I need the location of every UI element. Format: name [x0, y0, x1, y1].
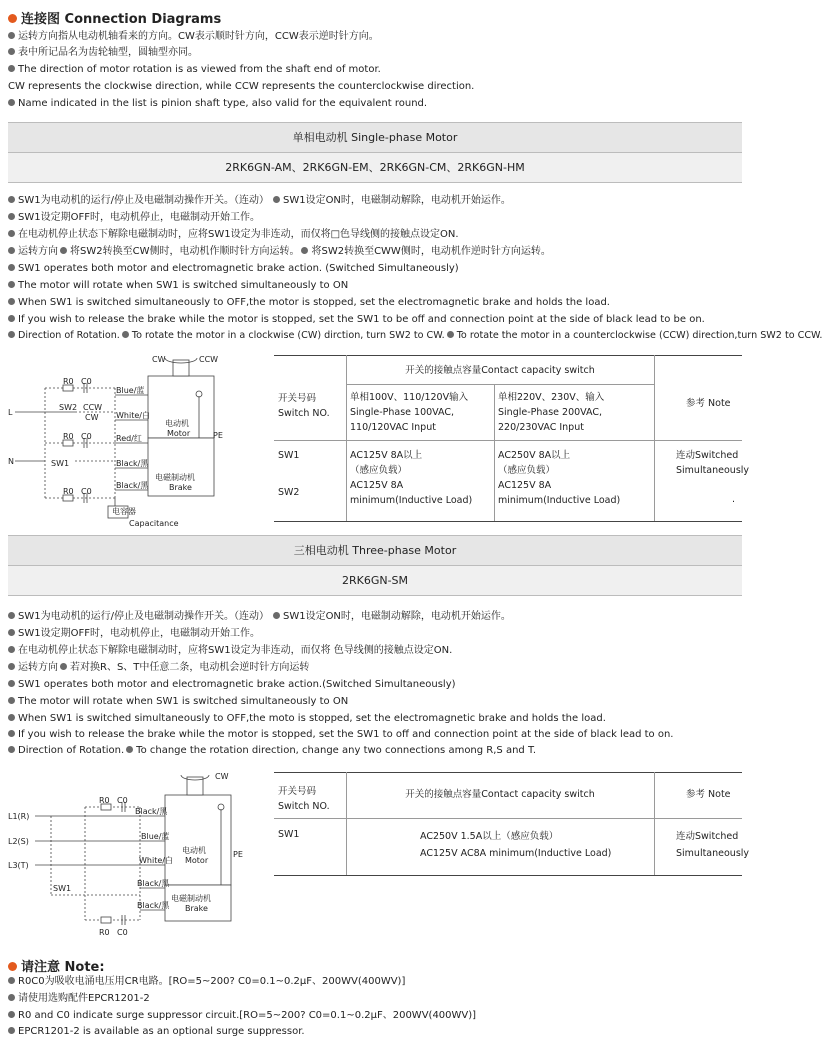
sw2-ccw-label: CCW — [83, 403, 103, 412]
tp-note: SW1设定期OFF时，电动机停止，电磁制动开始工作。 — [8, 626, 260, 641]
note-line: EPCR1201-2 is available as an optional surge suppressor. — [8, 1024, 305, 1039]
table-header-note: 参考 Note — [686, 789, 731, 800]
black-lead-label: Black/黑 — [137, 879, 170, 888]
tp-note: SW1 operates both motor and electromagnetic brake action.(Switched Simultaneously) — [8, 677, 456, 692]
intro-note: The direction of motor rotation is as viewed from the shaft end of motor. — [8, 62, 381, 77]
bullet-icon — [8, 65, 15, 72]
table-cell-sw1: SW1 — [278, 829, 300, 840]
motor-en-label: Motor — [185, 856, 209, 865]
bullet-icon — [8, 48, 15, 55]
bullet-icon — [8, 697, 15, 704]
intro-note: Name indicated in the list is pinion shaft type, also valid for the equivalent round. — [8, 96, 427, 111]
l1-label: L1(R) — [8, 812, 30, 821]
tp-note: If you wish to release the brake while the motor is stopped, set the SW1 to off and connection point at the side of black lead to on. — [8, 727, 673, 742]
brake-cn-label: 电磁制动机 — [171, 894, 211, 903]
tp-note: When SW1 is switched simultaneously to OFF,the moto is stopped, set the electromagnetic brake and holds the load. — [8, 711, 606, 726]
l-label: L — [8, 408, 13, 417]
cw-label: CW — [152, 355, 166, 364]
bullet-icon — [8, 196, 15, 203]
table-header-contact: 开关的接触点容量Contact capacity switch — [405, 365, 595, 376]
page-title: 连接图 Connection Diagrams — [8, 8, 221, 27]
tp-note: The motor will rotate when SW1 is switched simultaneously to ON — [8, 694, 348, 709]
single-phase-models-band — [8, 152, 742, 183]
blue-lead-label: Blue/蓝 — [141, 832, 170, 841]
table-rule — [274, 521, 742, 522]
bullet-icon — [8, 680, 15, 687]
table-cell-200v-value: AC250V 8A以上 （感应负载） AC125V 8A minimum(Inductive Load) — [498, 450, 621, 506]
bullet-icon — [8, 977, 15, 984]
bullet-icon — [126, 746, 133, 753]
blue-lead-label: Blue/蓝 — [116, 386, 145, 395]
tp-note: 在电动机停止状态下解除电磁制动时，应将SW1设定为非连动，而仅将 色导线侧的接触点设定ON. — [8, 643, 452, 658]
note-line: 请使用选购配件EPCR1201-2 — [8, 991, 150, 1006]
sp-note: 运转方向 将SW2转换至CW侧时，电动机作顺时针方向运转。 将SW2转换至CWW侧时，电动机作逆时针方向运转。 — [8, 244, 551, 259]
sw2-label: SW2 — [59, 403, 78, 412]
white-lead-label: White/白 — [139, 856, 173, 865]
pe-label: PE — [213, 431, 223, 440]
l2-label: L2(S) — [8, 837, 29, 846]
table-header-contact: 开关的接触点容量Contact capacity switch — [405, 789, 595, 800]
bullet-icon — [8, 629, 15, 636]
single-phase-title-band — [8, 122, 742, 154]
three-phase-wiring-diagram — [5, 765, 260, 937]
note-line: R0 and C0 indicate surge suppressor circuit.[RO=5~200? C0=0.1~0.2μF、200WV(400WV)] — [8, 1008, 476, 1023]
table-header-100v: 单相100V、110/120V输入 Single-Phase 100VAC, 110/120VAC Input — [350, 392, 469, 433]
capacitor-en-label: Capacitance — [129, 519, 179, 528]
table-cell-note: 连动Switched Simultaneously — [676, 450, 750, 476]
bullet-icon — [273, 612, 280, 619]
ccw-label: CCW — [199, 355, 219, 364]
intro-note: CW represents the clockwise direction, while CCW represents the counterclockwise direction. — [8, 81, 475, 92]
table-rule — [274, 875, 742, 876]
table-rule — [274, 440, 742, 441]
l3-label: L3(T) — [8, 861, 29, 870]
brake-en-label: Brake — [185, 904, 208, 913]
bullet-icon — [273, 196, 280, 203]
table-cell-sw2: SW2 — [278, 487, 300, 498]
bullet-icon — [8, 264, 15, 271]
table-rule — [274, 772, 742, 773]
three-phase-title: 三相电动机 Three-phase Motor — [293, 544, 457, 557]
bullet-icon — [8, 230, 15, 237]
table-header-switch: 开关号码 Switch NO. — [278, 393, 330, 419]
r0-label: R0 — [99, 796, 110, 805]
bullet-icon — [8, 612, 15, 619]
intro-note: 运转方向指从电动机轴看来的方向。CW表示顺时针方向，CCW表示逆时针方向。 — [8, 29, 379, 44]
table-rule — [654, 772, 655, 875]
c0-label: C0 — [117, 796, 128, 805]
table-cell-value: AC250V 1.5A以上（感应负载） AC125V AC8A minimum(Inductive Load) — [420, 831, 612, 859]
table-rule — [654, 355, 655, 521]
c0-label: C0 — [81, 432, 92, 441]
note-title: 请注意 Note: — [8, 956, 105, 975]
sp-note: If you wish to release the brake while the motor is stopped, set the SW1 to be off and connection point at the side of black lead to be on. — [8, 312, 705, 327]
sp-note: Direction of Rotation. To rotate the motor in a clockwise (CW) dirction, turn SW2 to CW. To rotate the motor in a counterclockwise (CCW) direction,turn SW2 to CCW. — [8, 328, 822, 343]
sp-note: 在电动机停止状态下解除电磁制动时，应将SW1设定为非连动，而仅将□色导线侧的接触点设定ON. — [8, 227, 459, 242]
sp-note: SW1 operates both motor and electromagnetic brake action. (Switched Simultaneously) — [8, 261, 459, 276]
bullet-icon — [60, 247, 67, 254]
sw2-cw-label: CW — [85, 413, 99, 422]
single-phase-wiring-diagram — [5, 348, 265, 530]
bullet-icon — [8, 1027, 15, 1034]
orange-dot-icon — [8, 962, 17, 971]
r0-label: R0 — [63, 432, 74, 441]
bullet-icon — [8, 663, 15, 670]
motor-en-label: Motor — [167, 429, 191, 438]
orange-dot-icon — [8, 14, 17, 23]
table-cell-note: 连动Switched Simultaneously — [676, 831, 750, 859]
three-phase-title-band — [8, 535, 742, 567]
sp-note: When SW1 is switched simultaneously to OFF,the motor is stopped, set the electromagnetic brake and holds the load. — [8, 295, 610, 310]
bullet-icon — [8, 315, 15, 322]
white-lead-label: White/白 — [116, 411, 150, 420]
table-header-note: 参考 Note — [686, 398, 731, 409]
bullet-icon — [8, 331, 15, 338]
black-lead-label: Black/黑 — [135, 807, 168, 816]
table-cell-100v-value: AC125V 8A以上 （感应负载） AC125V 8A minimum(Inductive Load) — [350, 450, 473, 506]
brake-cn-label: 电磁制动机 — [155, 473, 195, 482]
r0-label: R0 — [63, 377, 74, 386]
motor-cn-label: 电动机 — [165, 419, 189, 428]
bullet-icon — [8, 32, 15, 39]
bullet-icon — [447, 331, 454, 338]
bullet-icon — [8, 281, 15, 288]
table-rule — [494, 384, 495, 521]
three-phase-models-band — [8, 565, 742, 596]
r0-label: R0 — [99, 928, 110, 937]
bullet-icon — [8, 247, 15, 254]
r0-label: R0 — [63, 487, 74, 496]
tp-note: Direction of Rotation. To change the rotation direction, change any two connections among R,S and T. — [8, 743, 536, 758]
bullet-icon — [8, 994, 15, 1001]
sw1-label: SW1 — [51, 459, 70, 468]
c0-label: C0 — [81, 487, 92, 496]
bullet-icon — [8, 646, 15, 653]
pe-label: PE — [233, 850, 243, 859]
sp-note: SW1为电动机的运行/停止及电磁制动操作开关。（连动） SW1设定ON时，电磁制动解除，电动机开始运作。 — [8, 193, 511, 208]
table-header-switch: 开关号码 Switch NO. — [278, 786, 330, 812]
bullet-icon — [8, 213, 15, 220]
intro-note: 表中所记品名为齿轮轴型，圆轴型亦同。 — [8, 45, 198, 60]
tp-note: SW1为电动机的运行/停止及电磁制动操作开关。（连动） SW1设定ON时，电磁制动解除，电动机开始运作。 — [8, 609, 511, 624]
bullet-icon — [301, 247, 308, 254]
table-rule — [274, 355, 742, 356]
sw1-label: SW1 — [53, 884, 72, 893]
table-rule — [274, 818, 742, 819]
single-phase-models: 2RK6GN-AM、2RK6GN-EM、2RK6GN-CM、2RK6GN-HM — [225, 161, 525, 174]
c0-label: C0 — [81, 377, 92, 386]
three-phase-models: 2RK6GN-SM — [341, 574, 409, 587]
sp-note: SW1设定期OFF时，电动机停止，电磁制动开始工作。 — [8, 210, 260, 225]
bullet-icon — [8, 714, 15, 721]
table-rule — [346, 384, 654, 385]
red-lead-label: Red/红 — [116, 434, 142, 443]
cw-label: CW — [215, 772, 229, 781]
bullet-icon — [60, 663, 67, 670]
table-cell-sw1: SW1 — [278, 450, 300, 461]
c0-label: C0 — [117, 928, 128, 937]
table-dot: . — [732, 494, 736, 505]
note-line: R0C0为吸收电涌电压用CR电路。[RO=5~200? C0=0.1~0.2μF、200WV(400WV)] — [8, 974, 405, 989]
bullet-icon — [8, 746, 15, 753]
black-lead-label: Black/黑 — [116, 481, 149, 490]
table-rule — [346, 355, 347, 521]
bullet-icon — [8, 1011, 15, 1018]
bullet-icon — [8, 730, 15, 737]
motor-cn-label: 电动机 — [182, 846, 206, 855]
black-lead-label: Black/黑 — [137, 901, 170, 910]
bullet-icon — [8, 298, 15, 305]
brake-en-label: Brake — [169, 483, 192, 492]
black-lead-label: Black/黑 — [116, 459, 149, 468]
n-label: N — [8, 457, 14, 466]
table-header-200v: 单相220V、230V、输入 Single-Phase 200VAC, 220/230VAC Input — [498, 392, 605, 433]
single-phase-title: 单相电动机 Single-phase Motor — [292, 131, 458, 144]
sp-note: The motor will rotate when SW1 is switched simultaneously to ON — [8, 278, 348, 293]
tp-note: 运转方向 若对换R、S、T中任意二条，电动机会逆时针方向运转 — [8, 660, 309, 675]
bullet-icon — [8, 99, 15, 106]
capacitor-cn-label: 电容器 — [112, 507, 136, 516]
bullet-icon — [122, 331, 129, 338]
